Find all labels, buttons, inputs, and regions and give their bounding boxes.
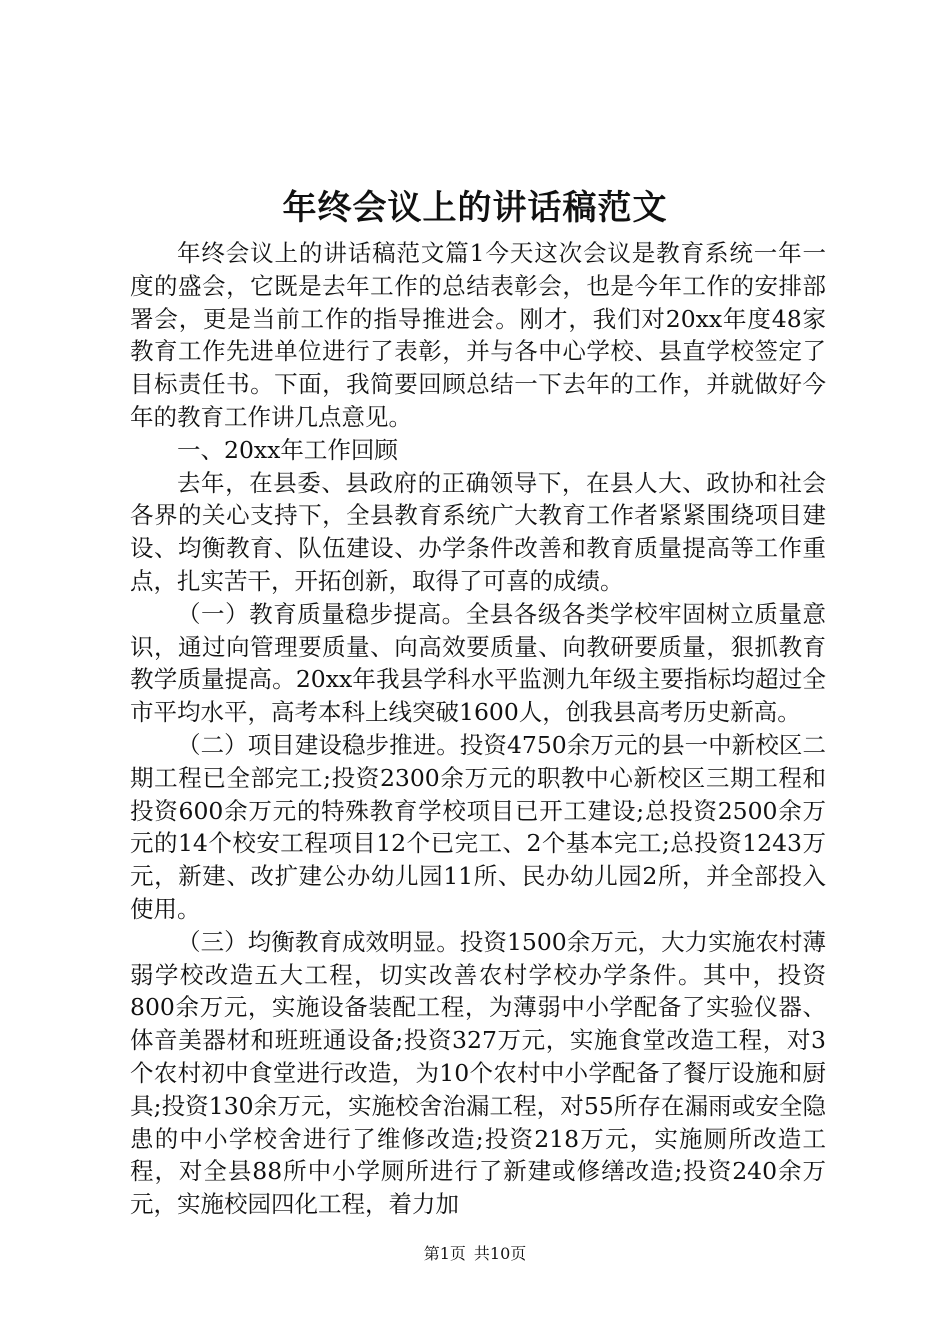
paragraph-quality: （一）教育质量稳步提高。全县各级各类学校牢固树立质量意识，通过向管理要质量、向高效要质量、向教研要质量，狠抓教育教学质量提高。20xx年我县学科水平监测九年级主要指标均超过全市平均水平，高考本科上线突破1600人，创我县高考历史新高。 [130, 599, 826, 727]
document-body [130, 237, 826, 1221]
section-heading-review: 一、20xx年工作回顾 [177, 435, 398, 464]
paragraph-intro: 年终会议上的讲话稿范文篇1今天这次会议是教育系统一年一度的盛会，它既是去年工作的总结表彰会，也是今年工作的安排部署会，更是当前工作的指导推进会。刚才，我们对20xx年度48家教育工作先进单位进行了表彰，并与各中心学校、县直学校签定了目标责任书。下面，我简要回顾总结一下去年的工作，并就做好今年的教育工作讲几点意见。 [130, 239, 826, 431]
document-title: 年终会议上的讲话稿范文 [282, 188, 668, 228]
paragraph-balance: （三）均衡教育成效明显。投资1500余万元，大力实施农村薄弱学校改造五大工程，切实改善农村学校办学条件。其中，投资800余万元，实施设备装配工程，为薄弱中小学配备了实验仪器、体音美器材和班班通设备;投资327万元，实施食堂改造工程，对3个农村初中食堂进行改造，为10个农村中小学配备了餐厅设施和厨具;投资130余万元，实施校舍治漏工程，对55所存在漏雨或安全隐患的中小学校舍进行了维修改造;投资218万元，实施厕所改造工程，对全县88所中小学厕所进行了新建或修缮改造;投资240余万元，实施校园四化工程，着力加 [130, 927, 826, 1219]
page-total: 共10页 [473, 1244, 527, 1263]
page-number: 第1页 [423, 1244, 466, 1263]
page-footer [0, 1243, 950, 1265]
paragraph-overview: 去年，在县委、县政府的正确领导下，在县人大、政协和社会各界的关心支持下，全县教育系统广大教育工作者紧紧围绕项目建设、均衡教育、队伍建设、办学条件改善和教育质量提高等工作重点，扎实苦干，开拓创新，取得了可喜的成绩。 [130, 468, 826, 595]
paragraph-projects: （二）项目建设稳步推进。投资4750余万元的县一中新校区二期工程已全部完工;投资2300余万元的职教中心新校区三期工程和投资600余万元的特殊教育学校项目已开工建设;总投资2500余万元的14个校安工程项目12个已完工、2个基本完工;总投资1243万元，新建、改扩建公办幼儿园11所、民办幼儿园2所，并全部投入使用。 [130, 730, 826, 923]
